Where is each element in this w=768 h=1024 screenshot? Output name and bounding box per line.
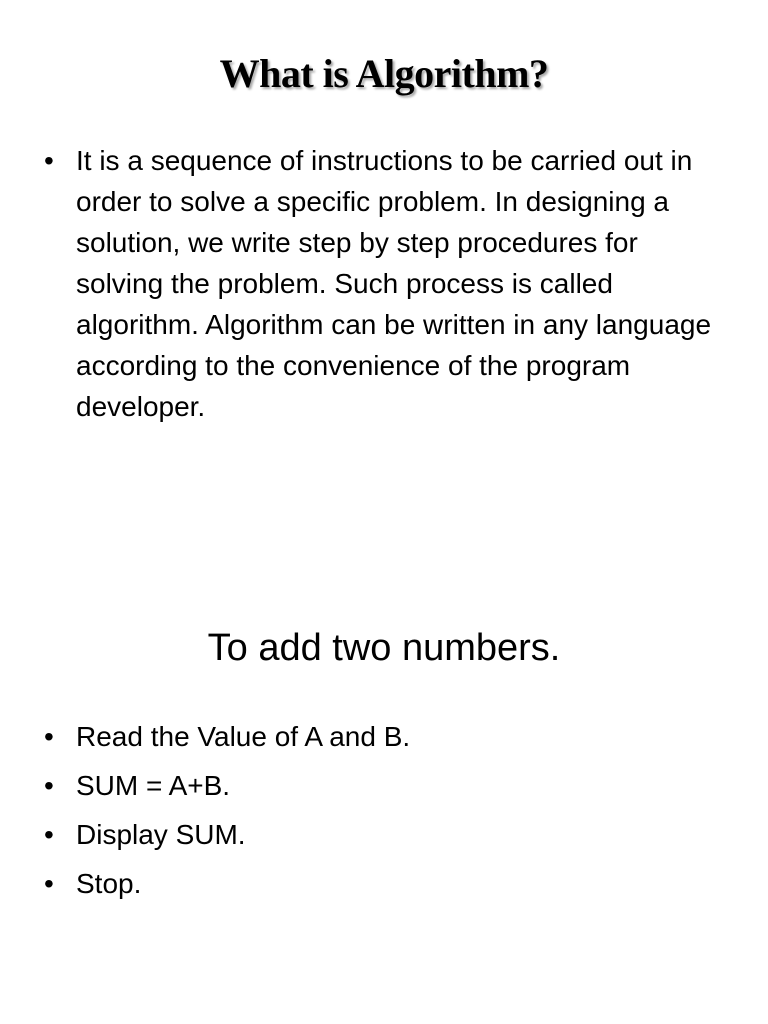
step-text: Display SUM. <box>76 819 246 850</box>
bullet-list <box>44 140 724 427</box>
bullet-icon: • <box>44 721 54 752</box>
step-text: Stop. <box>76 868 142 899</box>
step-text: SUM = A+B. <box>76 770 231 801</box>
bullet-icon: • <box>44 868 54 899</box>
step-item <box>44 859 724 908</box>
step-item <box>44 712 724 761</box>
bullet-text: It is a sequence of instructions to be carried out in order to solve a specific problem. In designing a solution, we write step by step procedures for solving the problem. Such process is called algorithm. Algorithm can be written in any language according to the convenience of the program developer. <box>76 145 712 422</box>
slide-title: To add two numbers. <box>207 627 561 669</box>
step-item <box>44 810 724 859</box>
bullet-icon: • <box>44 819 54 850</box>
steps-list <box>44 712 724 908</box>
step-text: Read the Value of A and B. <box>76 721 411 752</box>
slide-title: What is Algorithm? <box>219 51 549 96</box>
slide-add-two-numbers <box>0 512 768 1024</box>
bullet-item <box>44 140 724 427</box>
bullet-icon: • <box>44 145 54 176</box>
bullet-icon: • <box>44 770 54 801</box>
step-item <box>44 761 724 810</box>
